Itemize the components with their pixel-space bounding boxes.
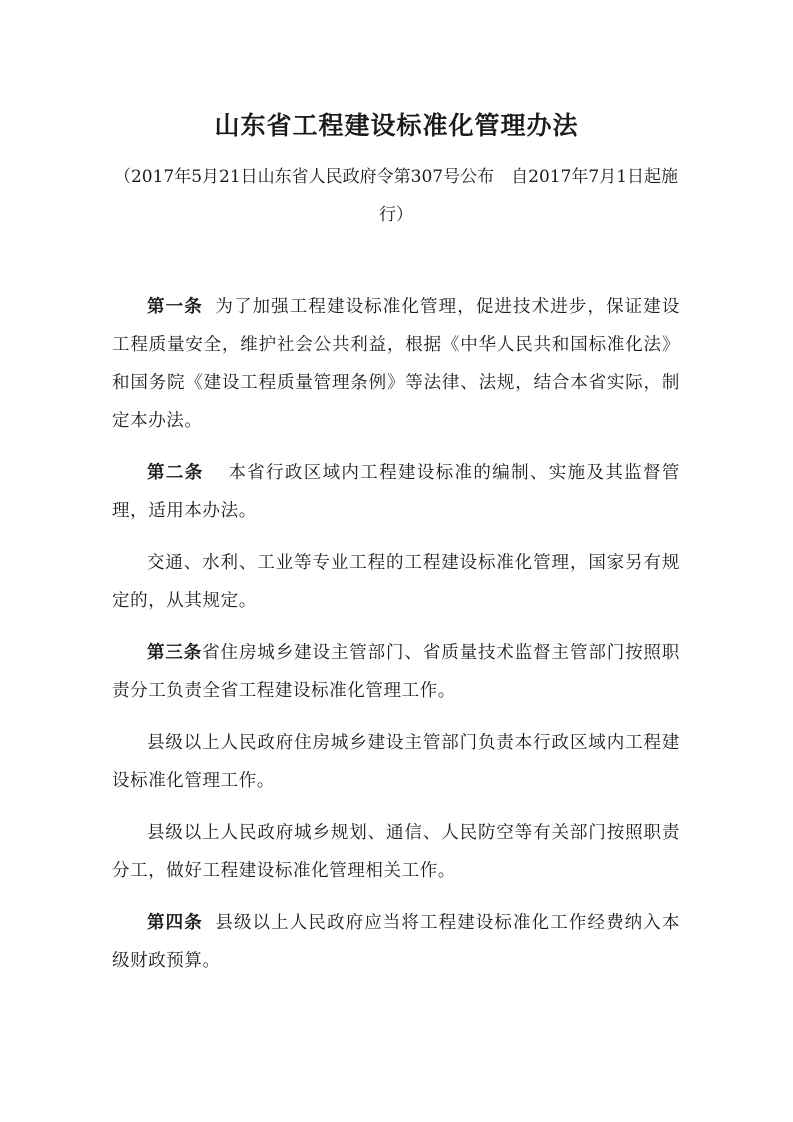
article-number: 第四条 xyxy=(147,913,203,933)
paragraph-article-3-clause-3 xyxy=(112,814,680,890)
paragraph-text: 省住房城乡建设主管部门、省质量技术监督主管部门按照职责分工负责全省工程建设标准化管理工作。 xyxy=(112,643,680,701)
article-number: 第二条 xyxy=(147,463,204,483)
paragraph-text: 交通、水利、工业等专业工程的工程建设标准化管理，国家另有规定的，从其规定。 xyxy=(112,553,680,611)
paragraph-text: 县级以上人民政府住房城乡建设主管部门负责本行政区域内工程建设标准化管理工作。 xyxy=(112,733,680,791)
document-title: 山东省工程建设标准化管理办法 xyxy=(214,111,579,140)
paragraph-article-4 xyxy=(112,904,680,980)
paragraph-text: 县级以上人民政府城乡规划、通信、人民防空等有关部门按照职责分工，做好工程建设标准化管理相关工作。 xyxy=(112,823,680,881)
article-number: 第三条 xyxy=(147,643,203,663)
paragraph-article-3-clause-2 xyxy=(112,724,680,800)
paragraph-text: 本省行政区域内工程建设标准的编制、实施及其监督管理，适用本办法。 xyxy=(112,463,680,521)
paragraph-article-2 xyxy=(112,454,680,530)
paragraph-article-1 xyxy=(112,288,680,440)
article-number: 第一条 xyxy=(147,297,203,317)
document-subtitle: （2017年5月21日山东省人民政府令第307号公布 自2017年7月1日起施行） xyxy=(113,167,679,225)
document-body xyxy=(112,288,680,994)
paragraph-article-2-clause-2 xyxy=(112,544,680,620)
paragraph-text: 县级以上人民政府应当将工程建设标准化工作经费纳入本级财政预算。 xyxy=(112,913,680,971)
paragraph-article-3 xyxy=(112,634,680,710)
paragraph-text: 为了加强工程建设标准化管理，促进技术进步，保证建设工程质量安全，维护社会公共利益，根据《中华人民共和国标准化法》和国务院《建设工程质量管理条例》等法律、法规，结合本省实际，制定本办法。 xyxy=(112,297,680,431)
